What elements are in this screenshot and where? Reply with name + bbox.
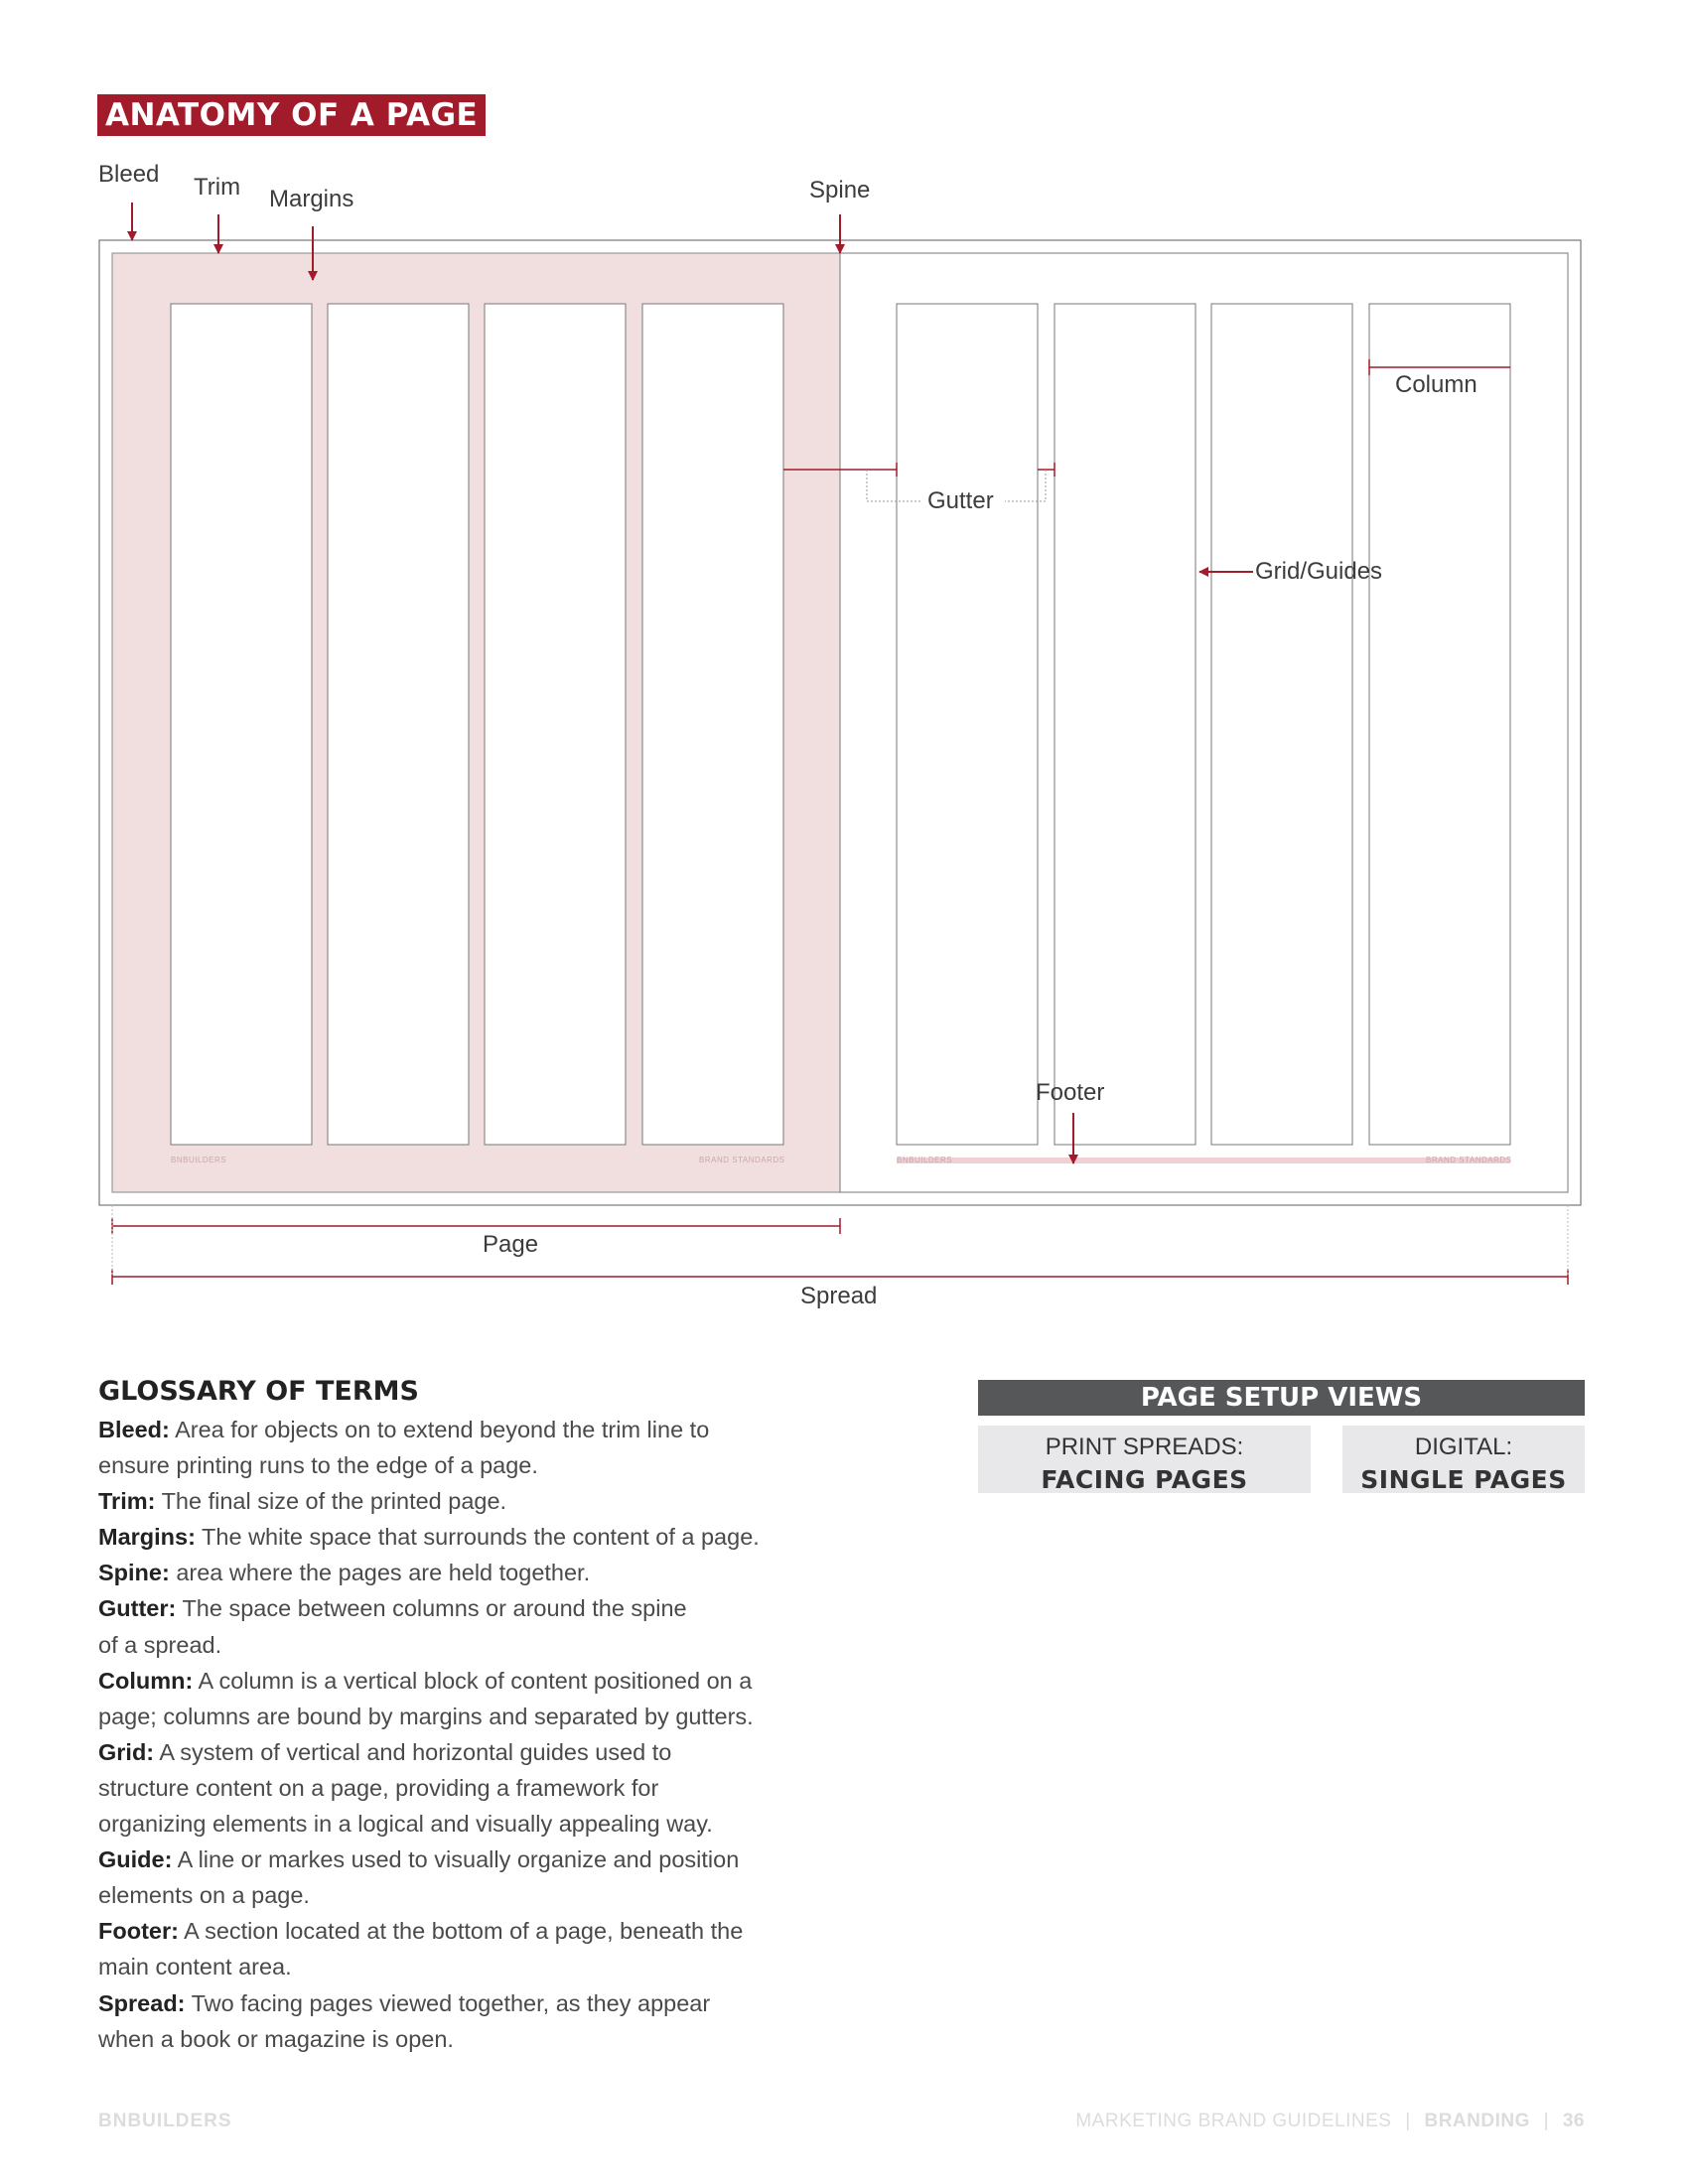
- glossary-definition: organizing elements in a logical and visually appealing way.: [98, 1811, 713, 1838]
- footer-section: BRANDING: [1424, 2111, 1530, 2131]
- digital-box: [1342, 1426, 1585, 1493]
- page-title: ANATOMY OF A PAGE: [97, 94, 486, 136]
- glossary-definition: The white space that surrounds the content of a page.: [202, 1524, 760, 1551]
- glossary-line: [98, 1877, 853, 1913]
- glossary-definition: of a spread.: [98, 1631, 222, 1658]
- glossary-line: [98, 1806, 853, 1842]
- glossary-definition: Area for objects on to extend beyond the trim line to: [175, 1417, 710, 1442]
- glossary-term: Spread:: [98, 1989, 186, 2016]
- glossary-definition: page; columns are bound by margins and separated by gutters.: [98, 1703, 754, 1729]
- glossary-term: Bleed:: [98, 1417, 170, 1442]
- glossary-line: [98, 1949, 853, 1984]
- left-column-4: [642, 304, 783, 1145]
- glossary-definition: elements on a page.: [98, 1882, 310, 1909]
- glossary-definition: Two facing pages viewed together, as they appear: [191, 1989, 711, 2016]
- print-spreads-line2: FACING PAGES: [1041, 1465, 1248, 1494]
- spine-label: Spine: [809, 177, 871, 204]
- glossary-line: [98, 1913, 853, 1949]
- glossary-line: [98, 1627, 853, 1663]
- page-label: Page: [483, 1231, 539, 1258]
- footer-separator-2: |: [1543, 2111, 1550, 2131]
- column-label: Column: [1395, 371, 1477, 398]
- spread-label: Spread: [800, 1283, 878, 1309]
- footer-separator-1: |: [1405, 2111, 1411, 2131]
- print-spreads-box: [978, 1426, 1311, 1493]
- mini-footer-left-2: BNBUILDERS: [897, 1156, 953, 1164]
- glossary-line: [98, 1842, 853, 1877]
- glossary-line: [98, 1663, 853, 1699]
- page-setup-title: PAGE SETUP VIEWS: [978, 1380, 1585, 1416]
- glossary-line: [98, 1590, 853, 1626]
- glossary-definition: ensure printing runs to the edge of a page.: [98, 1452, 538, 1479]
- footer-label: Footer: [1036, 1079, 1105, 1106]
- right-column-1: [897, 304, 1038, 1145]
- glossary-definition: when a book or magazine is open.: [98, 2025, 454, 2052]
- glossary-definition: A line or markes used to visually organize and position: [177, 1846, 740, 1873]
- left-column-1: [171, 304, 312, 1145]
- right-column-4: [1369, 304, 1510, 1145]
- glossary-list: [98, 1412, 853, 2057]
- left-column-3: [485, 304, 626, 1145]
- footer-doc-title: MARKETING BRAND GUIDELINES: [1075, 2111, 1392, 2131]
- grid-guides-label: Grid/Guides: [1255, 558, 1383, 585]
- mini-footer-left-1: BNBUILDERS: [171, 1156, 227, 1164]
- glossary-line: [98, 1519, 853, 1555]
- glossary-definition: A system of vertical and horizontal guides used to: [159, 1738, 672, 1765]
- footer-brand: BNBUILDERS: [98, 2111, 232, 2131]
- glossary-definition: The space between columns or around the spine: [182, 1595, 687, 1622]
- right-column-2: [1055, 304, 1196, 1145]
- digital-line2: SINGLE PAGES: [1360, 1465, 1567, 1494]
- glossary-term: Grid:: [98, 1738, 155, 1765]
- glossary-term: Margins:: [98, 1524, 196, 1551]
- glossary-line: [98, 2021, 853, 2057]
- glossary-definition: The final size of the printed page.: [161, 1488, 507, 1515]
- mini-footer-right-1: BRAND STANDARDS: [699, 1156, 785, 1164]
- margins-label: Margins: [269, 186, 354, 212]
- left-column-2: [328, 304, 469, 1145]
- glossary-title: GLOSSARY OF TERMS: [98, 1376, 419, 1407]
- glossary-definition: main content area.: [98, 1954, 292, 1980]
- page-number: 36: [1562, 2111, 1585, 2131]
- glossary-line: [98, 1412, 853, 1447]
- mini-footer-right-2: BRAND STANDARDS: [1426, 1156, 1512, 1164]
- footer-meta: [1075, 2111, 1585, 2132]
- glossary-line: [98, 1699, 853, 1734]
- glossary-term: Trim:: [98, 1488, 156, 1515]
- bleed-label: Bleed: [98, 161, 160, 188]
- glossary-term: Spine:: [98, 1560, 170, 1586]
- digital-line1: DIGITAL:: [1414, 1433, 1513, 1460]
- print-spreads-line1: PRINT SPREADS:: [1045, 1433, 1244, 1460]
- glossary-term: Footer:: [98, 1918, 179, 1945]
- glossary-term: Gutter:: [98, 1595, 177, 1622]
- glossary-definition: A column is a vertical block of content positioned on a: [198, 1667, 753, 1694]
- glossary-line: [98, 1555, 853, 1590]
- right-column-3: [1211, 304, 1352, 1145]
- glossary-term: Guide:: [98, 1846, 173, 1873]
- glossary-line: [98, 1483, 853, 1519]
- glossary-term: Column:: [98, 1667, 194, 1694]
- glossary-line: [98, 1447, 853, 1483]
- glossary-line: [98, 1734, 853, 1770]
- gutter-label: Gutter: [927, 487, 994, 514]
- glossary-definition: A section located at the bottom of a page, beneath the: [184, 1918, 744, 1945]
- glossary-line: [98, 1770, 853, 1806]
- glossary-line: [98, 1985, 853, 2021]
- glossary-definition: structure content on a page, providing a framework for: [98, 1774, 659, 1801]
- glossary-definition: area where the pages are held together.: [176, 1560, 591, 1586]
- trim-label: Trim: [194, 174, 241, 201]
